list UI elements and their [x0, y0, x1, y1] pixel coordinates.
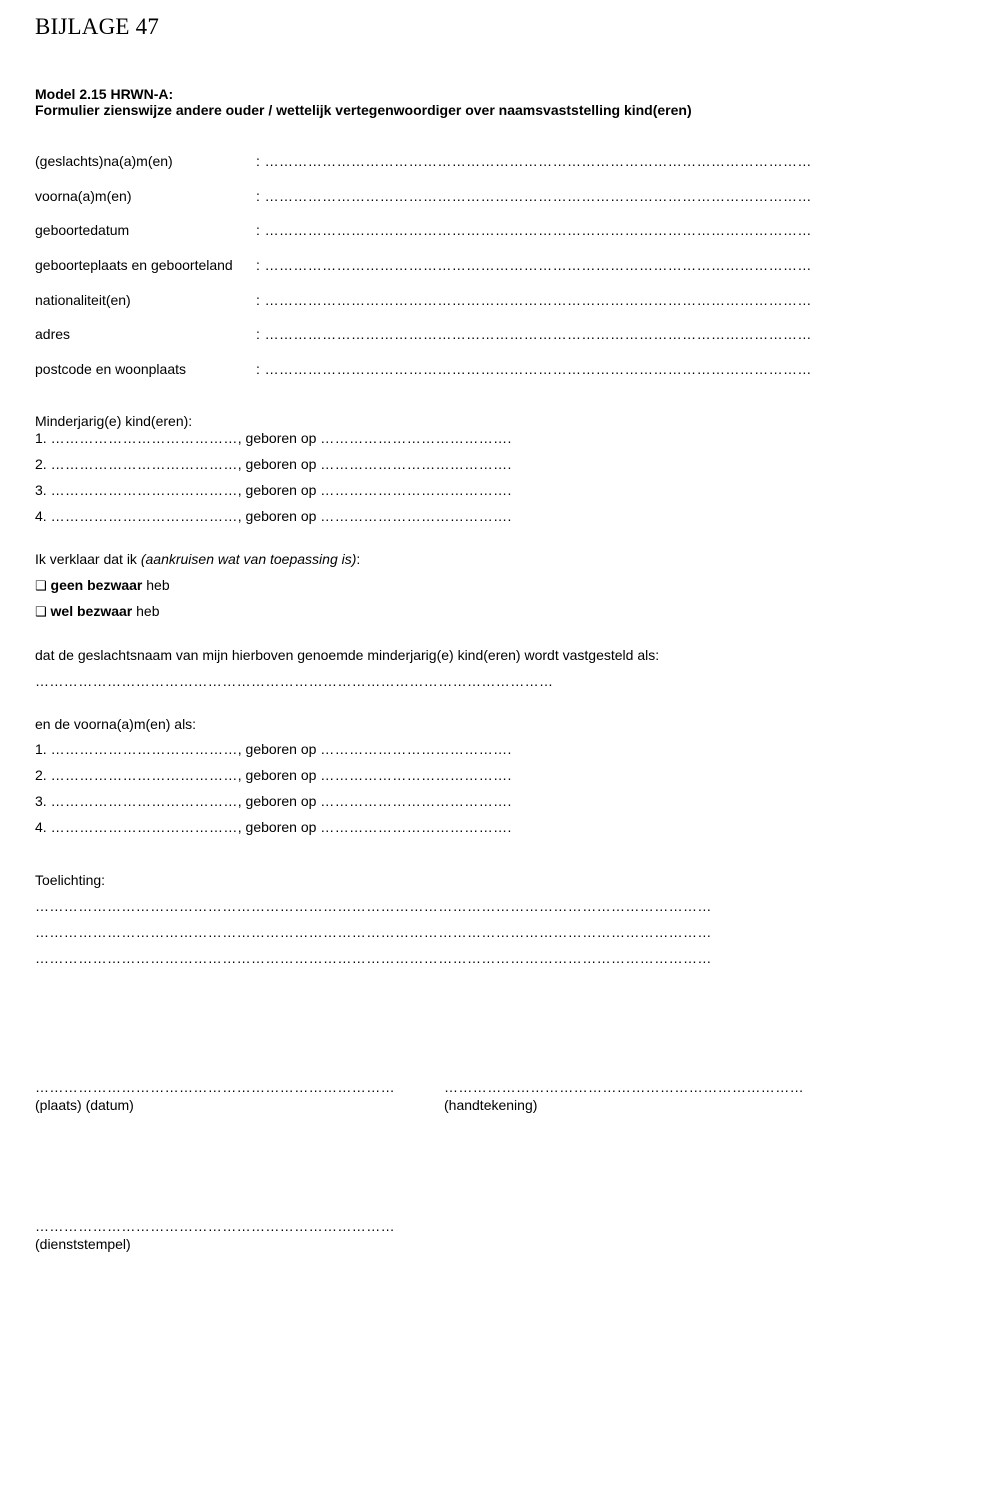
child-row: [35, 430, 512, 447]
toelichting-line[interactable]: ……………………………………………………………………………………………………………………………: [35, 950, 712, 966]
firstname-line[interactable]: …………………………………: [50, 793, 238, 809]
stamp-line[interactable]: …………………………………………………………………: [35, 1218, 395, 1234]
firstnames-heading: en de voorna(a)m(en) als:: [35, 716, 197, 732]
child-born-label: , geboren op: [237, 456, 317, 472]
field-fill-line[interactable]: : ……………………………………………………………………………………………………: [256, 361, 812, 377]
field-label: (geslachts)na(a)m(en): [35, 153, 173, 169]
field-label: geboortedatum: [35, 222, 130, 238]
child-number: 4.: [35, 508, 47, 524]
child-born-label: , geboren op: [237, 430, 317, 446]
child-row: [35, 482, 512, 499]
option-rest-text: heb: [142, 577, 170, 593]
child-row: [35, 508, 512, 525]
field-fill-line[interactable]: : ……………………………………………………………………………………………………: [256, 153, 812, 169]
field-fill-line[interactable]: : ……………………………………………………………………………………………………: [256, 326, 812, 342]
option-bold-text: geen bezwaar: [50, 577, 143, 593]
child-born-label: , geboren op: [237, 508, 317, 524]
child-name-line[interactable]: …………………………………: [50, 482, 238, 498]
firstname-born-label: , geboren op: [237, 819, 317, 835]
firstname-row: [35, 741, 512, 758]
firstname-date-line[interactable]: ………………………………….: [320, 767, 512, 783]
child-date-line[interactable]: ………………………………….: [320, 430, 512, 446]
declaration-intro: [35, 551, 360, 568]
model-heading: [35, 86, 692, 118]
child-name-line[interactable]: …………………………………: [50, 456, 238, 472]
firstname-line[interactable]: …………………………………: [50, 767, 238, 783]
child-number: 3.: [35, 482, 47, 498]
toelichting-line[interactable]: ……………………………………………………………………………………………………………………………: [35, 898, 712, 914]
surname-fill-line[interactable]: ………………………………………………………………………………………………: [35, 673, 554, 689]
checkbox-icon[interactable]: ❑: [35, 579, 47, 594]
field-fill-line[interactable]: : ……………………………………………………………………………………………………: [256, 222, 812, 238]
child-born-label: , geboren op: [237, 482, 317, 498]
child-row: [35, 456, 512, 473]
field-label: nationaliteit(en): [35, 292, 131, 308]
stamp-label: (dienststempel): [35, 1236, 131, 1252]
signature-label: (handtekening): [444, 1097, 538, 1113]
field-fill-line[interactable]: : ……………………………………………………………………………………………………: [256, 292, 812, 308]
declaration-text: Ik verklaar dat ik: [35, 551, 141, 567]
child-name-line[interactable]: …………………………………: [50, 430, 238, 446]
field-label: postcode en woonplaats: [35, 361, 186, 377]
form-title: Formulier zienswijze andere ouder / wettelijk vertegenwoordiger over naamsvaststelling kind(eren): [35, 102, 692, 118]
appendix-title: BIJLAGE 47: [35, 14, 160, 39]
child-date-line[interactable]: ………………………………….: [320, 482, 512, 498]
option-geen-bezwaar[interactable]: [35, 577, 170, 595]
field-label: geboorteplaats en geboorteland: [35, 257, 233, 273]
firstname-number: 1.: [35, 741, 47, 757]
child-date-line[interactable]: ………………………………….: [320, 508, 512, 524]
toelichting-heading: Toelichting:: [35, 872, 106, 888]
child-number: 2.: [35, 456, 47, 472]
firstname-born-label: , geboren op: [237, 793, 317, 809]
firstname-row: [35, 793, 512, 810]
option-bold-text: wel bezwaar: [50, 603, 133, 619]
field-fill-line[interactable]: : ……………………………………………………………………………………………………: [256, 188, 812, 204]
field-label: adres: [35, 326, 71, 342]
option-rest-text: heb: [132, 603, 160, 619]
firstname-date-line[interactable]: ………………………………….: [320, 819, 512, 835]
signature-line[interactable]: …………………………………………………………………: [444, 1079, 804, 1095]
firstname-line[interactable]: …………………………………: [50, 819, 238, 835]
firstname-born-label: , geboren op: [237, 741, 317, 757]
declaration-instruction: (aankruisen wat van toepassing is): [140, 551, 357, 567]
firstname-number: 2.: [35, 767, 47, 783]
declaration-colon: :: [356, 551, 361, 567]
child-name-line[interactable]: …………………………………: [50, 508, 238, 524]
firstname-line[interactable]: …………………………………: [50, 741, 238, 757]
firstname-number: 4.: [35, 819, 47, 835]
place-date-line[interactable]: …………………………………………………………………: [35, 1079, 395, 1095]
firstname-date-line[interactable]: ………………………………….: [320, 741, 512, 757]
surname-statement: dat de geslachtsnaam van mijn hierboven genoemde minderjarig(e) kind(eren) wordt vastgesteld als:: [35, 647, 660, 663]
toelichting-line[interactable]: ……………………………………………………………………………………………………………………………: [35, 924, 712, 940]
child-number: 1.: [35, 430, 47, 446]
child-date-line[interactable]: ………………………………….: [320, 456, 512, 472]
place-date-label: (plaats) (datum): [35, 1097, 134, 1113]
field-label: voorna(a)m(en): [35, 188, 132, 204]
model-number: Model 2.15 HRWN-A:: [35, 86, 174, 102]
firstname-date-line[interactable]: ………………………………….: [320, 793, 512, 809]
checkbox-icon[interactable]: ❑: [35, 605, 47, 620]
firstname-row: [35, 767, 512, 784]
children-heading: Minderjarig(e) kind(eren):: [35, 413, 193, 429]
firstname-row: [35, 819, 512, 836]
firstname-number: 3.: [35, 793, 47, 809]
firstname-born-label: , geboren op: [237, 767, 317, 783]
option-wel-bezwaar[interactable]: [35, 603, 160, 621]
field-fill-line[interactable]: : ……………………………………………………………………………………………………: [256, 257, 812, 273]
